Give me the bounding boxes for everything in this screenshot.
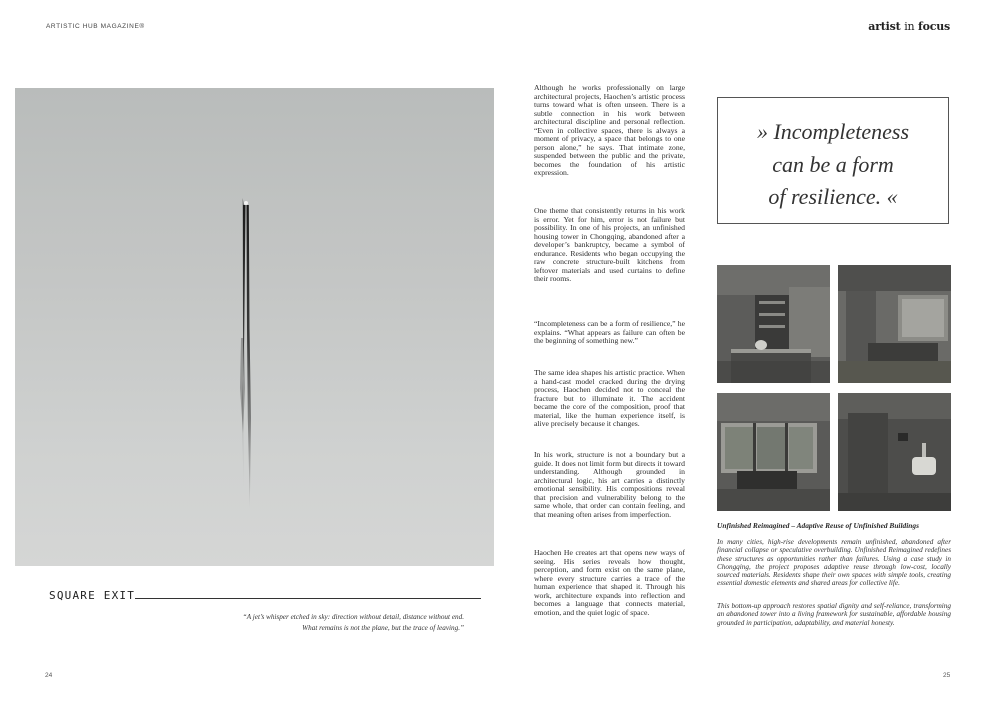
quote-line-1-text: Incompleteness (773, 119, 910, 144)
gallery-image-bathroom (838, 393, 951, 511)
jet-dot (244, 201, 248, 205)
paragraph-text: Haochen He creates art that opens new ways of seeing. His series reveals how thought, perception, and form exist on the same plane, where every structure carries a trace of the human experience that shaped it. Through his work, architecture expands into reflection and becomes a language that connects material, emotion, and the quiet logic of space. (534, 548, 685, 617)
photo-title-row (49, 589, 481, 603)
paragraph-text: In his work, structure is not a boundary but a guide. It does not limit form but directs it toward understanding. Although grounded in architectural logic, his art carries a distinctly emotional sensibility. His compositions reveal that precision and vulnerability belong to the same whole, that order can contain feeling, and that meaning often arises from imperfection. (534, 450, 685, 519)
contrail-photo (15, 88, 494, 566)
contrail-haze (240, 338, 245, 433)
pull-quote (718, 116, 948, 214)
photo-title: SQUARE EXIT (49, 589, 136, 602)
pull-quote-line-3 (718, 181, 948, 214)
photo-caption-line-2: What remains is not the plane, but the trace of leaving.” (302, 624, 464, 632)
contrail-right (247, 205, 252, 508)
article-paragraph-3 (534, 320, 685, 346)
paragraph-text: Although he works professionally on large architectural projects, Haochen’s artistic process turns toward what is often unseen. There is a subtle connection in his work between architectural discipline and personal reflection. “Even in collective spaces, there is always a moment of privacy, a space that belongs to one person alone,” he says. That intimate zone, suspended between the public and the private, becomes the foundation of his artistic expression. (534, 83, 685, 177)
sidebar-paragraph-text: In many cities, high-rise developments remain unfinished, abandoned after financial collapse or speculative overbuilding. Unfinished Reimagined redefines these structures as opportunities rather than failures. Using a case study in Chongqing, the project proposes adaptive reuse through low-cost, locally sourced materials. Residents shape their own spaces with simple tools, creating essential domestic elements and shared areas for collective life. (717, 538, 951, 588)
paragraph-text: One theme that consistently returns in his work is error. Yet for him, error is not failure but possibility. In one of his projects, an unfinished housing tower in Chongqing, abandoned after a developer’s bankruptcy, became a symbol of endurance. Residents who began occupying the raw concrete structure-built kitchens from leftover materials and used curtains to define their rooms. (534, 206, 685, 283)
quote-open-mark: » (756, 119, 768, 144)
gallery-image-kitchen (717, 265, 830, 383)
sidebar-paragraph-2 (717, 602, 951, 627)
contrail-illustration (15, 88, 494, 566)
gallery-image-living-room (717, 393, 830, 511)
title-divider (135, 598, 481, 599)
article-paragraph-4 (534, 369, 685, 429)
section-brand (868, 20, 950, 33)
article-paragraph-5 (534, 451, 685, 519)
quote-close-mark: « (886, 184, 898, 209)
quote-line-2-text: can be a form (772, 151, 894, 177)
pull-quote-line-2 (718, 149, 948, 182)
magazine-name: ARTISTIC HUB MAGAZINE® (46, 23, 145, 30)
quote-line-3-text: of resilience. (768, 184, 882, 209)
brand-word-artist: artist (868, 20, 901, 33)
article-paragraph-1 (534, 84, 685, 178)
sidebar-paragraph-1 (717, 538, 951, 588)
pull-quote-box (717, 97, 949, 224)
page-number-left: 24 (45, 672, 53, 679)
article-paragraph-2 (534, 207, 685, 284)
project-gallery (717, 265, 951, 513)
pull-quote-line-1 (718, 116, 948, 149)
paragraph-text: The same idea shapes his artistic practice. When a hand-cast model cracked during the drying process, Haochen decided not to conceal the fracture but to illuminate it. The accident became the core of the composition, proof that material, like the human experience itself, is alive precisely because it changes. (534, 368, 685, 428)
photo-caption-line-1: “A jet’s whisper etched in sky: direction without detail, distance without end. (242, 613, 464, 621)
sidebar-title: Unfinished Reimagined – Adaptive Reuse of Unfinished Buildings (717, 521, 919, 530)
page-number-right: 25 (943, 672, 951, 679)
gallery-image-bedroom (838, 265, 951, 383)
brand-word-focus: focus (918, 20, 950, 33)
brand-word-in: in (904, 20, 915, 33)
sidebar-paragraph-text: This bottom-up approach restores spatial dignity and self-reliance, transforming an abandoned tower into a living framework for sustainable, affordable housing grounded in participation, adaptability, and material honesty. (717, 602, 951, 627)
paragraph-text: “Incompleteness can be a form of resilience,” he explains. “What appears as failure can often be the beginning of something new.” (534, 319, 685, 345)
article-paragraph-6 (534, 549, 685, 617)
